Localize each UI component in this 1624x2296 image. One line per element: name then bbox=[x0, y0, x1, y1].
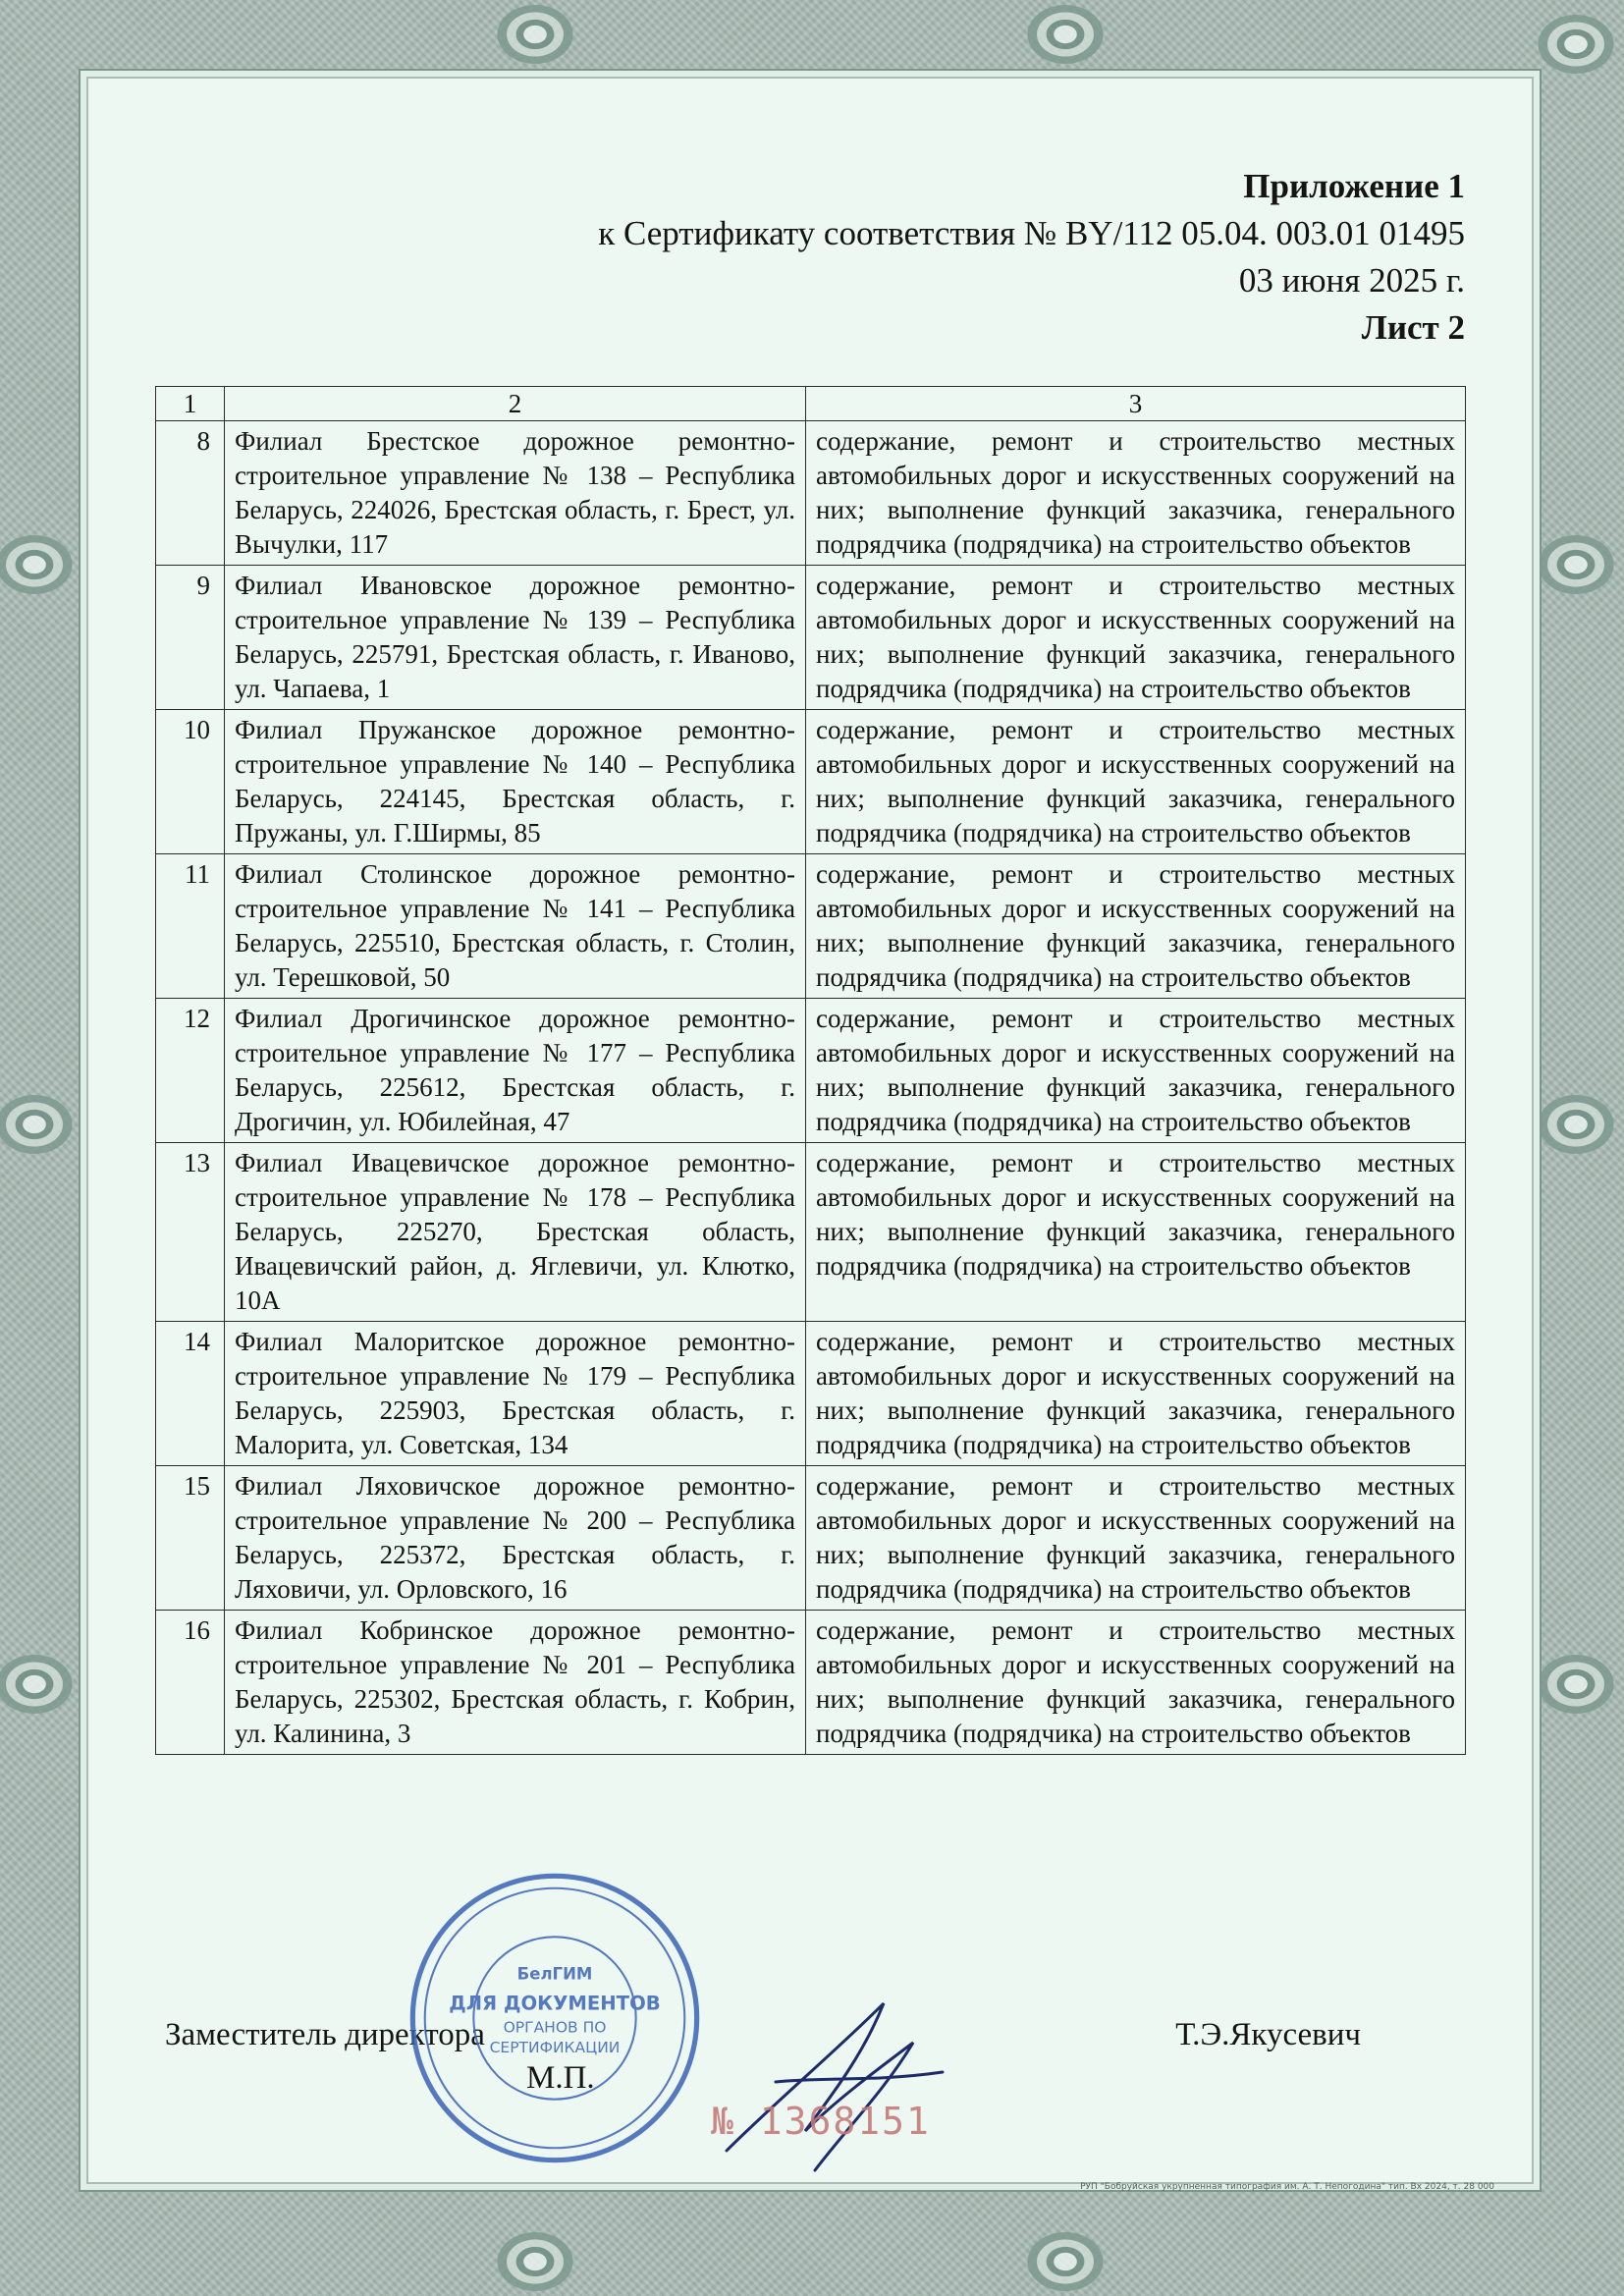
branch-cell: Филиал Малоритское дорожное ремонтно-строительное управление № 179 – Республика Беларусь, 225903, Брестская область, г. Малорита, ул. Советская, 134 bbox=[225, 1322, 806, 1466]
row-number: 9 bbox=[156, 566, 225, 710]
scope-cell: содержание, ремонт и строительство местных автомобильных дорог и искусственных сооружений на них; выполнение функций заказчика, генерального подрядчика (подрядчика) на строительство объектов bbox=[806, 1143, 1466, 1322]
row-number: 14 bbox=[156, 1322, 225, 1466]
scope-cell: содержание, ремонт и строительство местных автомобильных дорог и искусственных сооружений на них; выполнение функций заказчика, генерального подрядчика (подрядчика) на строительство объектов bbox=[806, 710, 1466, 854]
border-ornament bbox=[1532, 1650, 1620, 1719]
table-row bbox=[156, 1322, 1466, 1466]
row-number: 15 bbox=[156, 1466, 225, 1611]
row-number: 13 bbox=[156, 1143, 225, 1322]
branch-cell: Филиал Брестское дорожное ремонтно-строительное управление № 138 – Республика Беларусь, 224026, Брестская область, г. Брест, ул. Вычулки, 117 bbox=[225, 421, 806, 566]
scope-cell: содержание, ремонт и строительство местных автомобильных дорог и искусственных сооружений на них; выполнение функций заказчика, генерального подрядчика (подрядчика) на строительство объектов bbox=[806, 566, 1466, 710]
scope-cell: содержание, ремонт и строительство местных автомобильных дорог и искусственных сооружений на них; выполнение функций заказчика, генерального подрядчика (подрядчика) на строительство объектов bbox=[806, 1611, 1466, 1755]
row-number: 12 bbox=[156, 999, 225, 1143]
border-ornament bbox=[491, 0, 579, 69]
seal-place-label: М.П. bbox=[526, 2060, 595, 2096]
branch-cell: Филиал Кобринское дорожное ремонтно-строительное управление № 201 – Республика Беларусь, 225302, Брестская область, г. Кобрин, ул. Калинина, 3 bbox=[225, 1611, 806, 1755]
border-ornament bbox=[1532, 10, 1620, 79]
row-number: 11 bbox=[156, 854, 225, 999]
scope-cell: содержание, ремонт и строительство местных автомобильных дорог и искусственных сооружений на них; выполнение функций заказчика, генерального подрядчика (подрядчика) на строительство объектов bbox=[806, 999, 1466, 1143]
scope-cell: содержание, ремонт и строительство местных автомобильных дорог и искусственных сооружений на них; выполнение функций заказчика, генерального подрядчика (подрядчика) на строительство объектов bbox=[806, 1466, 1466, 1611]
printer-imprint: РУП "Бобруйская укрупненная типография им. А. Т. Непогодина" тип. Вх 2024, т. 28 000 bbox=[1080, 2182, 1494, 2192]
certificate-reference: к Сертификату соответствия № BY/112 05.04. 003.01 01495 bbox=[598, 214, 1465, 252]
branch-cell: Филиал Столинское дорожное ремонтно-строительное управление № 141 – Республика Беларусь, 225510, Брестская область, г. Столин, ул. Терешковой, 50 bbox=[225, 854, 806, 999]
round-stamp bbox=[403, 1866, 707, 2170]
border-ornament bbox=[1532, 1090, 1620, 1159]
table-row bbox=[156, 566, 1466, 710]
column-header: 3 bbox=[806, 387, 1466, 421]
signatory-name: Т.Э.Якусевич bbox=[1175, 2017, 1361, 2052]
table-row bbox=[156, 854, 1466, 999]
scope-cell: содержание, ремонт и строительство местных автомобильных дорог и искусственных сооружений на них; выполнение функций заказчика, генерального подрядчика (подрядчика) на строительство объектов bbox=[806, 1322, 1466, 1466]
row-number: 16 bbox=[156, 1611, 225, 1755]
scope-cell: содержание, ремонт и строительство местных автомобильных дорог и искусственных сооружений на них; выполнение функций заказчика, генерального подрядчика (подрядчика) на строительство объектов bbox=[806, 421, 1466, 566]
branch-cell: Филиал Ляховичское дорожное ремонтно-строительное управление № 200 – Республика Беларусь, 225372, Брестская область, г. Ляховичи, ул. Орловского, 16 bbox=[225, 1466, 806, 1611]
branch-cell: Филиал Дрогичинское дорожное ремонтно-строительное управление № 177 – Республика Беларусь, 225612, Брестская область, г. Дрогичин, ул. Юбилейная, 47 bbox=[225, 999, 806, 1143]
branches-table bbox=[155, 386, 1466, 1755]
table-row bbox=[156, 1611, 1466, 1755]
svg-text:БелГИМ: БелГИМ bbox=[516, 1964, 593, 1984]
table-row bbox=[156, 421, 1466, 566]
svg-text:ОРГАНОВ ПО: ОРГАНОВ ПО bbox=[503, 2018, 607, 2037]
certificate-date: 03 июня 2025 г. bbox=[1238, 261, 1465, 300]
svg-text:ДЛЯ ДОКУМЕНТОВ: ДЛЯ ДОКУМЕНТОВ bbox=[449, 1992, 661, 2015]
border-ornament bbox=[1021, 2227, 1110, 2296]
table-row bbox=[156, 999, 1466, 1143]
table-header-row bbox=[156, 387, 1466, 421]
border-ornament bbox=[1021, 0, 1110, 69]
row-number: 10 bbox=[156, 710, 225, 854]
column-header: 2 bbox=[225, 387, 806, 421]
appendix-title: Приложение 1 bbox=[1243, 167, 1465, 205]
table-row bbox=[156, 1143, 1466, 1322]
handwritten-signature bbox=[717, 1984, 952, 2180]
serial-number: № 1368151 bbox=[711, 2100, 931, 2143]
border-ornament bbox=[491, 2227, 579, 2296]
table-row bbox=[156, 1466, 1466, 1611]
scope-cell: содержание, ремонт и строительство местных автомобильных дорог и искусственных сооружений на них; выполнение функций заказчика, генерального подрядчика (подрядчика) на строительство объектов bbox=[806, 854, 1466, 999]
column-header: 1 bbox=[156, 387, 225, 421]
row-number: 8 bbox=[156, 421, 225, 566]
sheet-number: Лист 2 bbox=[1361, 308, 1465, 347]
branch-cell: Филиал Пружанское дорожное ремонтно-строительное управление № 140 – Республика Беларусь, 224145, Брестская область, г. Пружаны, ул. Г.Ширмы, 85 bbox=[225, 710, 806, 854]
branch-cell: Филиал Ивацевичское дорожное ремонтно-строительное управление № 178 – Республика Беларусь, 225270, Брестская область, Ивацевичский район, д. Яглевичи, ул. Клютко, 10А bbox=[225, 1143, 806, 1322]
svg-text:СЕРТИФИКАЦИИ: СЕРТИФИКАЦИИ bbox=[489, 2039, 621, 2057]
table-row bbox=[156, 710, 1466, 854]
border-ornament bbox=[1532, 530, 1620, 599]
signatory-position: Заместитель директора bbox=[165, 2017, 485, 2052]
branch-cell: Филиал Ивановское дорожное ремонтно-строительное управление № 139 – Республика Беларусь, 225791, Брестская область, г. Иваново, ул. Чапаева, 1 bbox=[225, 566, 806, 710]
